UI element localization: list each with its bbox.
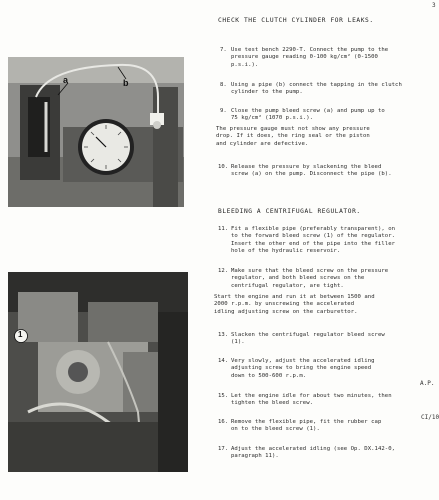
step-9-text: Close the pump bleed screw (a) and pump up to 75 kg/cm² (1070 p.s.i.). [231, 108, 385, 122]
engine-regulator-photo [8, 272, 188, 472]
page-corner-mark: 3 [432, 2, 436, 9]
step-13-number: 13. [218, 332, 229, 338]
step-8-text: Using a pipe (b) connect the tapping in the clutch cylinder to the pump. [231, 82, 402, 96]
margin-ap: A.P. [420, 380, 435, 387]
callout-a: a [63, 75, 69, 85]
step-14-number: 14. [218, 358, 229, 364]
step-12-number: 12. [218, 268, 229, 274]
step-17-text: Adjust the accelerated idling (see Op. DX.142-0, paragraph 11). [231, 446, 396, 460]
step-13-text: Slacken the centrifugal regulator bleed screw (1). [231, 332, 385, 346]
step-7-number: 7. [220, 47, 227, 53]
section-heading-clutch: CHECK THE CLUTCH CYLINDER FOR LEAKS. [218, 17, 374, 24]
step-15-text: Let the engine idle for about two minutes, then tighten the bleed screw. [231, 393, 392, 407]
section-heading-regulator: BLEEDING A CENTRIFUGAL REGULATOR. [218, 208, 361, 215]
step-17-number: 17. [218, 446, 229, 452]
callout-1: 1 [18, 330, 23, 339]
margin-ci: CI/10 [421, 414, 439, 421]
step-16-number: 16. [218, 419, 229, 425]
step-16-text: Remove the flexible pipe, fit the rubber cap on to the bleed screw (1). [231, 419, 382, 433]
step-10-number: 10. [218, 164, 229, 170]
step-7-text: Use test bench 2290-T. Connect the pump to the pressure gauge reading 0-100 kg/cm² (0-1500 p.s.i.). [231, 47, 389, 68]
step-10-text: Release the pressure by slackening the bleed screw (a) on the pump. Disconnect the pipe (b). [231, 164, 392, 178]
pressure-note: The pressure gauge must not show any pressure drop. If it does, the ring seal or the piston and cylinder are defective. [216, 126, 370, 147]
callout-b: b [123, 78, 129, 88]
test-bench-photo [8, 57, 184, 207]
step-14-text: Very slowly, adjust the accelerated idling adjusting screw to bring the engine speed down to 500-600 r.p.m. [231, 358, 375, 379]
step-8-number: 8. [220, 82, 227, 88]
engine-speed-note: Start the engine and run it at between 1500 and 2000 r.p.m. by unscrewing the accelerated idling adjusting screw on the carburettor. [214, 294, 375, 315]
step-15-number: 15. [218, 393, 229, 399]
step-11-number: 11. [218, 226, 229, 232]
step-12-text: Make sure that the bleed screw on the pressure regulator, and both bleed screws on the centrifugal regulator, are tight. [231, 268, 389, 289]
step-9-number: 9. [220, 108, 227, 114]
step-11-text: Fit a flexible pipe (preferably transparent), on to the forward bleed screw (1) of the regulator. Insert the other end of the pipe into the filler hole of the hydraulic reservoir. [231, 226, 396, 255]
